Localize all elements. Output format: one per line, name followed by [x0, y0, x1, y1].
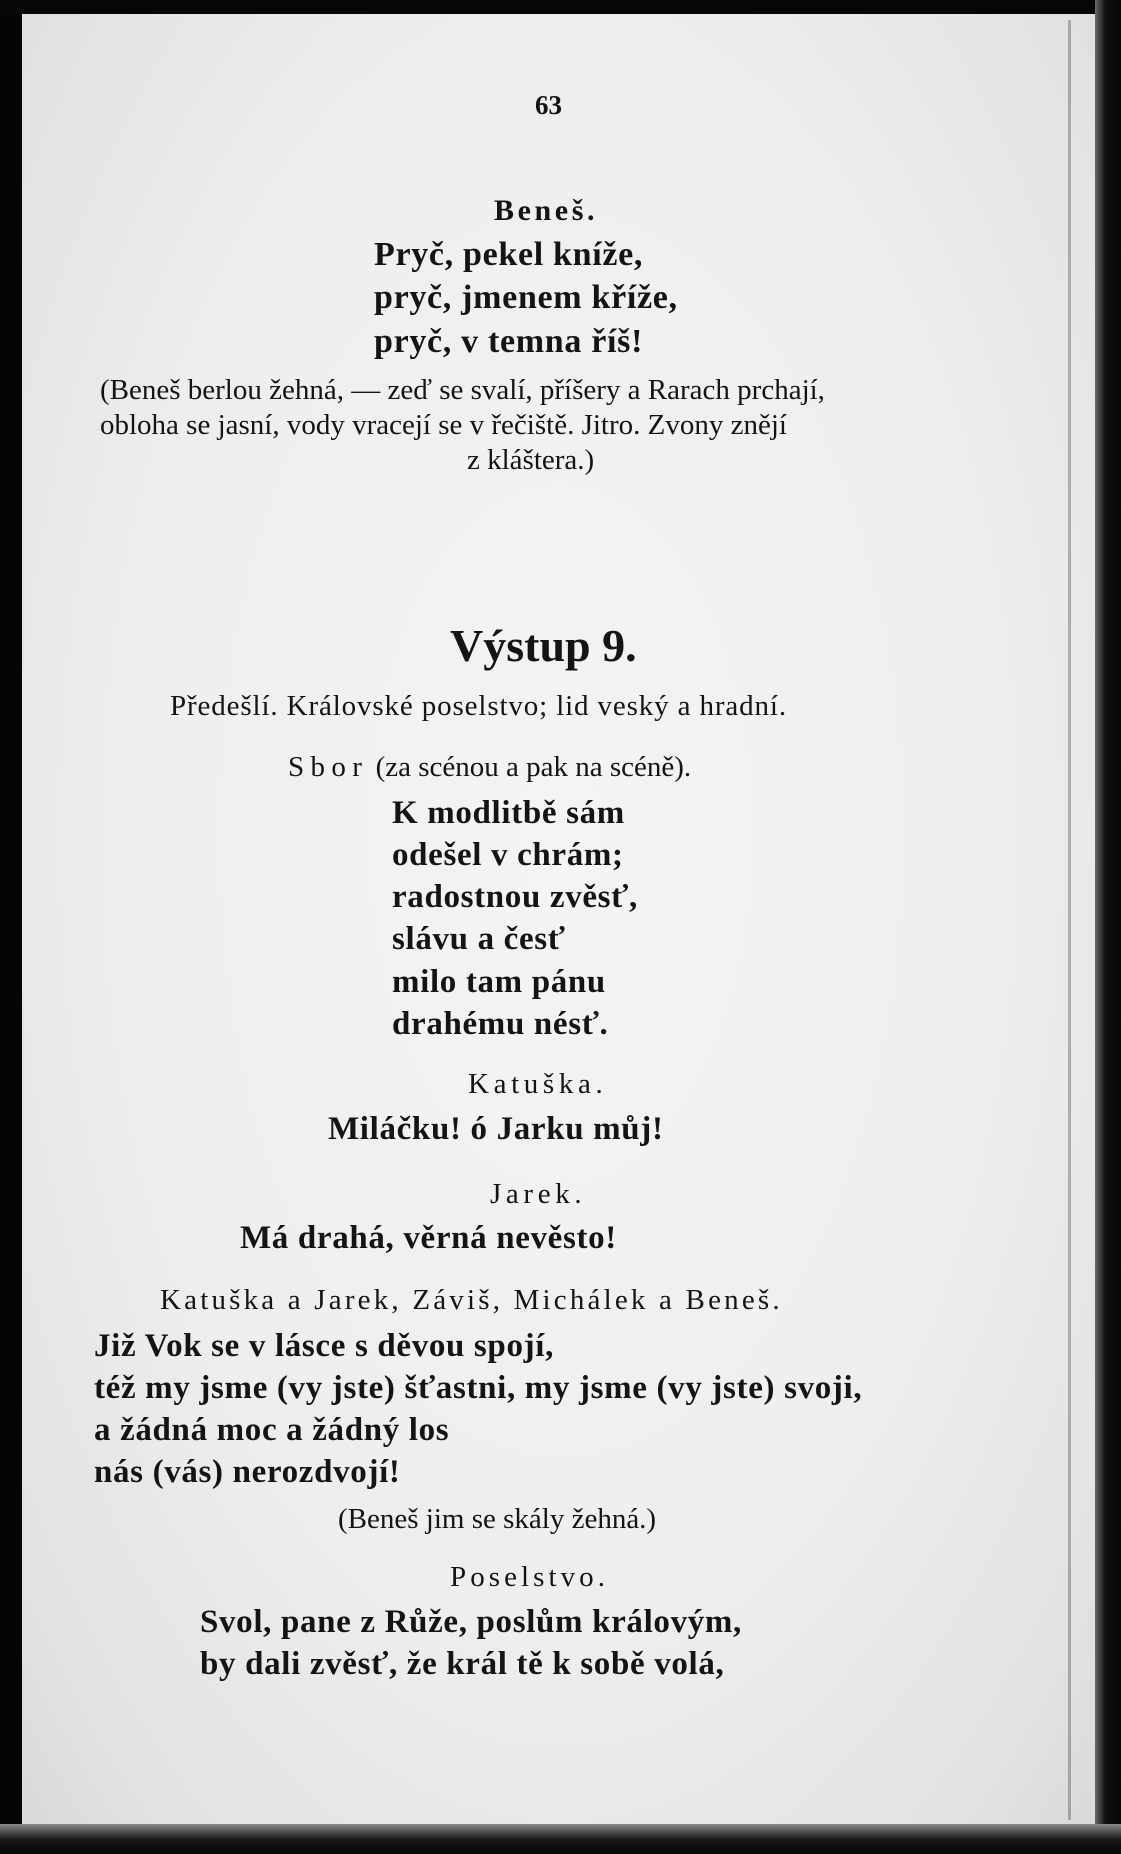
speaker-chorus-name: Sbor	[288, 751, 369, 783]
verse-line: K modlitbě sám	[392, 795, 625, 831]
page-number: 63	[535, 90, 562, 120]
verse-line: Miláčku! ó Jarku můj!	[328, 1111, 664, 1147]
stage-direction: z kláštera.)	[467, 444, 595, 476]
verse-line: slávu a česť	[392, 921, 566, 957]
verse-line: radostnou zvěsť,	[392, 879, 638, 915]
verse-line: by dali zvěsť, že král tě k sobě volá,	[200, 1646, 725, 1682]
stage-direction: obloha se jasní, vody vracejí se v řečiště. Jitro. Zvony znějí	[100, 409, 787, 441]
scan-border-right	[1095, 0, 1121, 1854]
chorus-direction: (za scénou a pak na scéně).	[375, 751, 692, 783]
stage-direction: (Beneš berlou žehná, — zeď se svalí, příšery a Rarach prchají,	[100, 374, 825, 406]
stage-direction: (Beneš jim se skály žehná.)	[338, 1503, 657, 1535]
speaker-katuska: Katuška.	[468, 1068, 608, 1100]
verse-line: Svol, pane z Růže, poslům královým,	[200, 1604, 742, 1640]
page-crease	[1068, 20, 1071, 1820]
speaker-chorus	[288, 753, 691, 782]
verse-line: pryč, jmenem kříže,	[374, 279, 678, 316]
verse-line: milo tam pánu	[392, 964, 606, 1000]
verse-line: Již Vok se v lásce s děvou spojí,	[94, 1328, 554, 1364]
verse-line: a žádná moc a žádný los	[94, 1412, 450, 1448]
scan-border-top	[0, 0, 1121, 14]
cast-list: Předešlí. Královské poselstvo; lid veský a hradní.	[170, 690, 787, 722]
scan-border-bottom	[0, 1824, 1121, 1854]
verse-line: Má drahá, věrná nevěsto!	[240, 1220, 617, 1256]
speaker-jarek: Jarek.	[490, 1178, 587, 1210]
speaker-benes: Beneš.	[494, 194, 599, 227]
verse-line: nás (vás) nerozdvojí!	[94, 1454, 401, 1490]
verse-line: drahému nésť.	[392, 1006, 609, 1042]
verse-line: pryč, v temna říš!	[374, 323, 644, 360]
scene-title: Výstup 9.	[450, 620, 637, 671]
verse-line: též my jsme (vy jste) šťastni, my jsme (vy jste) svoji,	[94, 1370, 863, 1406]
verse-line: Pryč, pekel kníže,	[374, 236, 644, 273]
verse-line: odešel v chrám;	[392, 837, 624, 873]
scan-border-left	[0, 0, 22, 1854]
speaker-ensemble: Katuška a Jarek, Záviš, Michálek a Beneš.	[160, 1284, 783, 1316]
speaker-envoy: Poselstvo.	[450, 1561, 610, 1593]
